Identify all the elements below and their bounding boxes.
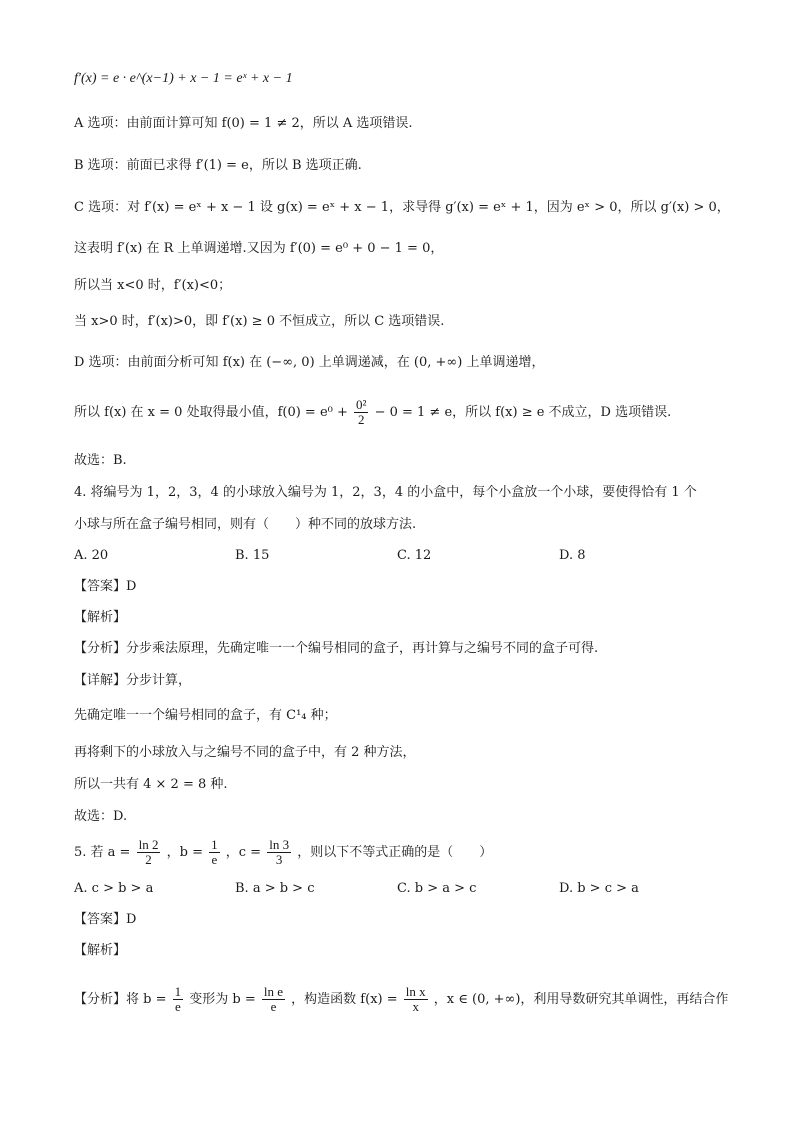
min-value-text-1: 所以 f(x) 在 x = 0 处取得最小值，f(0) = e⁰ + [74,405,348,420]
q4-step-2: 再将剩下的小球放入与之编号不同的盒子中，有 2 种方法， [74,745,416,760]
q5-text-3: ，c = [225,845,262,860]
q5-option-a: A. c > b > a [74,881,154,896]
q5-answer: 【答案】D [74,912,137,927]
fraction-denominator: 2 [145,852,152,867]
question-4-stem-cont: 小球与所在盒子编号相同，则有（ ）种不同的放球方法. [74,517,417,532]
q5-analysis-text-2: 变形为 b = [189,992,256,1007]
choice-b: 故选：B. [74,453,127,468]
min-value-text-2: − 0 = 1 ≠ e，所以 f(x) ≥ e 不成立，D 选项错误. [374,405,672,420]
derivative-formula: f′(x) = e · e^(x−1) + x − 1 = eˣ + x − 1 [74,71,293,86]
q4-choice: 故选：D. [74,809,128,824]
question-4-stem: 4. 将编号为 1，2，3，4 的小球放入编号为 1，2，3，4 的小盒中，每个小盒放一个小球，要使得恰有 1 个 [74,485,697,500]
q5-text-1: 5. 若 a = [74,845,131,860]
positive-case: 当 x>0 时，f′(x)>0，即 f′(x) ≥ 0 不恒成立，所以 C 选项错误. [74,314,445,329]
option-d-analysis: D 选项：由前面分析可知 f(x) 在 (−∞, 0) 上单调递减，在 (0, +∞) 上单调递增， [74,355,545,370]
q4-detail-heading: 【详解】分步计算， [74,673,192,688]
fraction-denominator: x [412,999,419,1014]
q5-option-c: C. b > a > c [397,881,477,896]
q4-step-1: 先确定唯一一个编号相同的盒子，有 C¹₄ 种； [74,708,337,723]
negative-case: 所以当 x<0 时，f′(x)<0； [74,278,232,293]
q5-text-2: ，b = [166,845,203,860]
q4-analysis: 【分析】分步乘法原理，先确定唯一一个编号相同的盒子，再计算与之编号不同的盒子可得. [74,641,599,656]
fraction-lnx-over-x [404,985,428,1014]
q5-explanation-heading: 【解析】 [74,943,127,958]
fraction-numerator: ln 2 [138,837,159,852]
fraction-a [137,838,161,867]
fraction-numerator: 0² [356,397,367,412]
fraction-b [209,838,220,867]
q5-analysis-text-3: ，构造函数 f(x) = [291,992,398,1007]
q5-analysis-text-4: ，x ∈ (0, +∞)，利用导数研究其单调性，再结合作 [433,992,729,1007]
fraction-numerator: 1 [211,837,218,852]
q4-answer: 【答案】D [74,579,137,594]
q5-option-b: B. a > b > c [235,881,315,896]
fraction-c [267,838,291,867]
fraction-denominator: e [211,852,218,867]
fraction-numerator: ln 3 [269,837,290,852]
question-5-stem [74,838,492,867]
q5-analysis [74,985,728,1014]
fraction-0sq-over-2 [354,398,368,427]
fraction-denominator: 2 [357,412,365,427]
fraction-lne-over-e [262,985,285,1014]
fraction-denominator: e [270,999,277,1014]
q5-analysis-text-1: 【分析】将 b = [74,992,167,1007]
q4-option-c: C. 12 [397,548,432,563]
minimum-value-line [74,398,671,427]
fraction-1-over-e [173,985,184,1014]
fraction-numerator: ln x [405,984,426,999]
fraction-denominator: 3 [275,852,283,867]
q4-option-d: D. 8 [559,548,586,563]
option-b-analysis: B 选项：前面已求得 f′(1) = e，所以 B 选项正确. [74,158,362,173]
option-c-analysis: C 选项：对 f′(x) = eˣ + x − 1 设 g(x) = eˣ + x − 1，求导得 g′(x) = eˣ + 1，因为 eˣ > 0，所以 g′(x) > 0， [74,200,730,215]
q4-option-a: A. 20 [74,548,109,563]
monotonic-statement: 这表明 f′(x) 在 R 上单调递增.又因为 f′(0) = e⁰ + 0 − 1 = 0， [74,241,444,256]
fraction-numerator: ln e [263,984,284,999]
q4-step-3: 所以一共有 4 × 2 = 8 种. [74,777,228,792]
q5-text-4: ，则以下不等式正确的是（ ） [297,845,493,860]
fraction-denominator: e [174,999,181,1014]
q4-option-b: B. 15 [235,548,270,563]
q5-option-d: D. b > c > a [559,881,639,896]
q4-explanation-heading: 【解析】 [74,610,127,625]
option-a-analysis: A 选项：由前面计算可知 f(0) = 1 ≠ 2，所以 A 选项错误. [74,116,413,131]
fraction-numerator: 1 [174,984,182,999]
